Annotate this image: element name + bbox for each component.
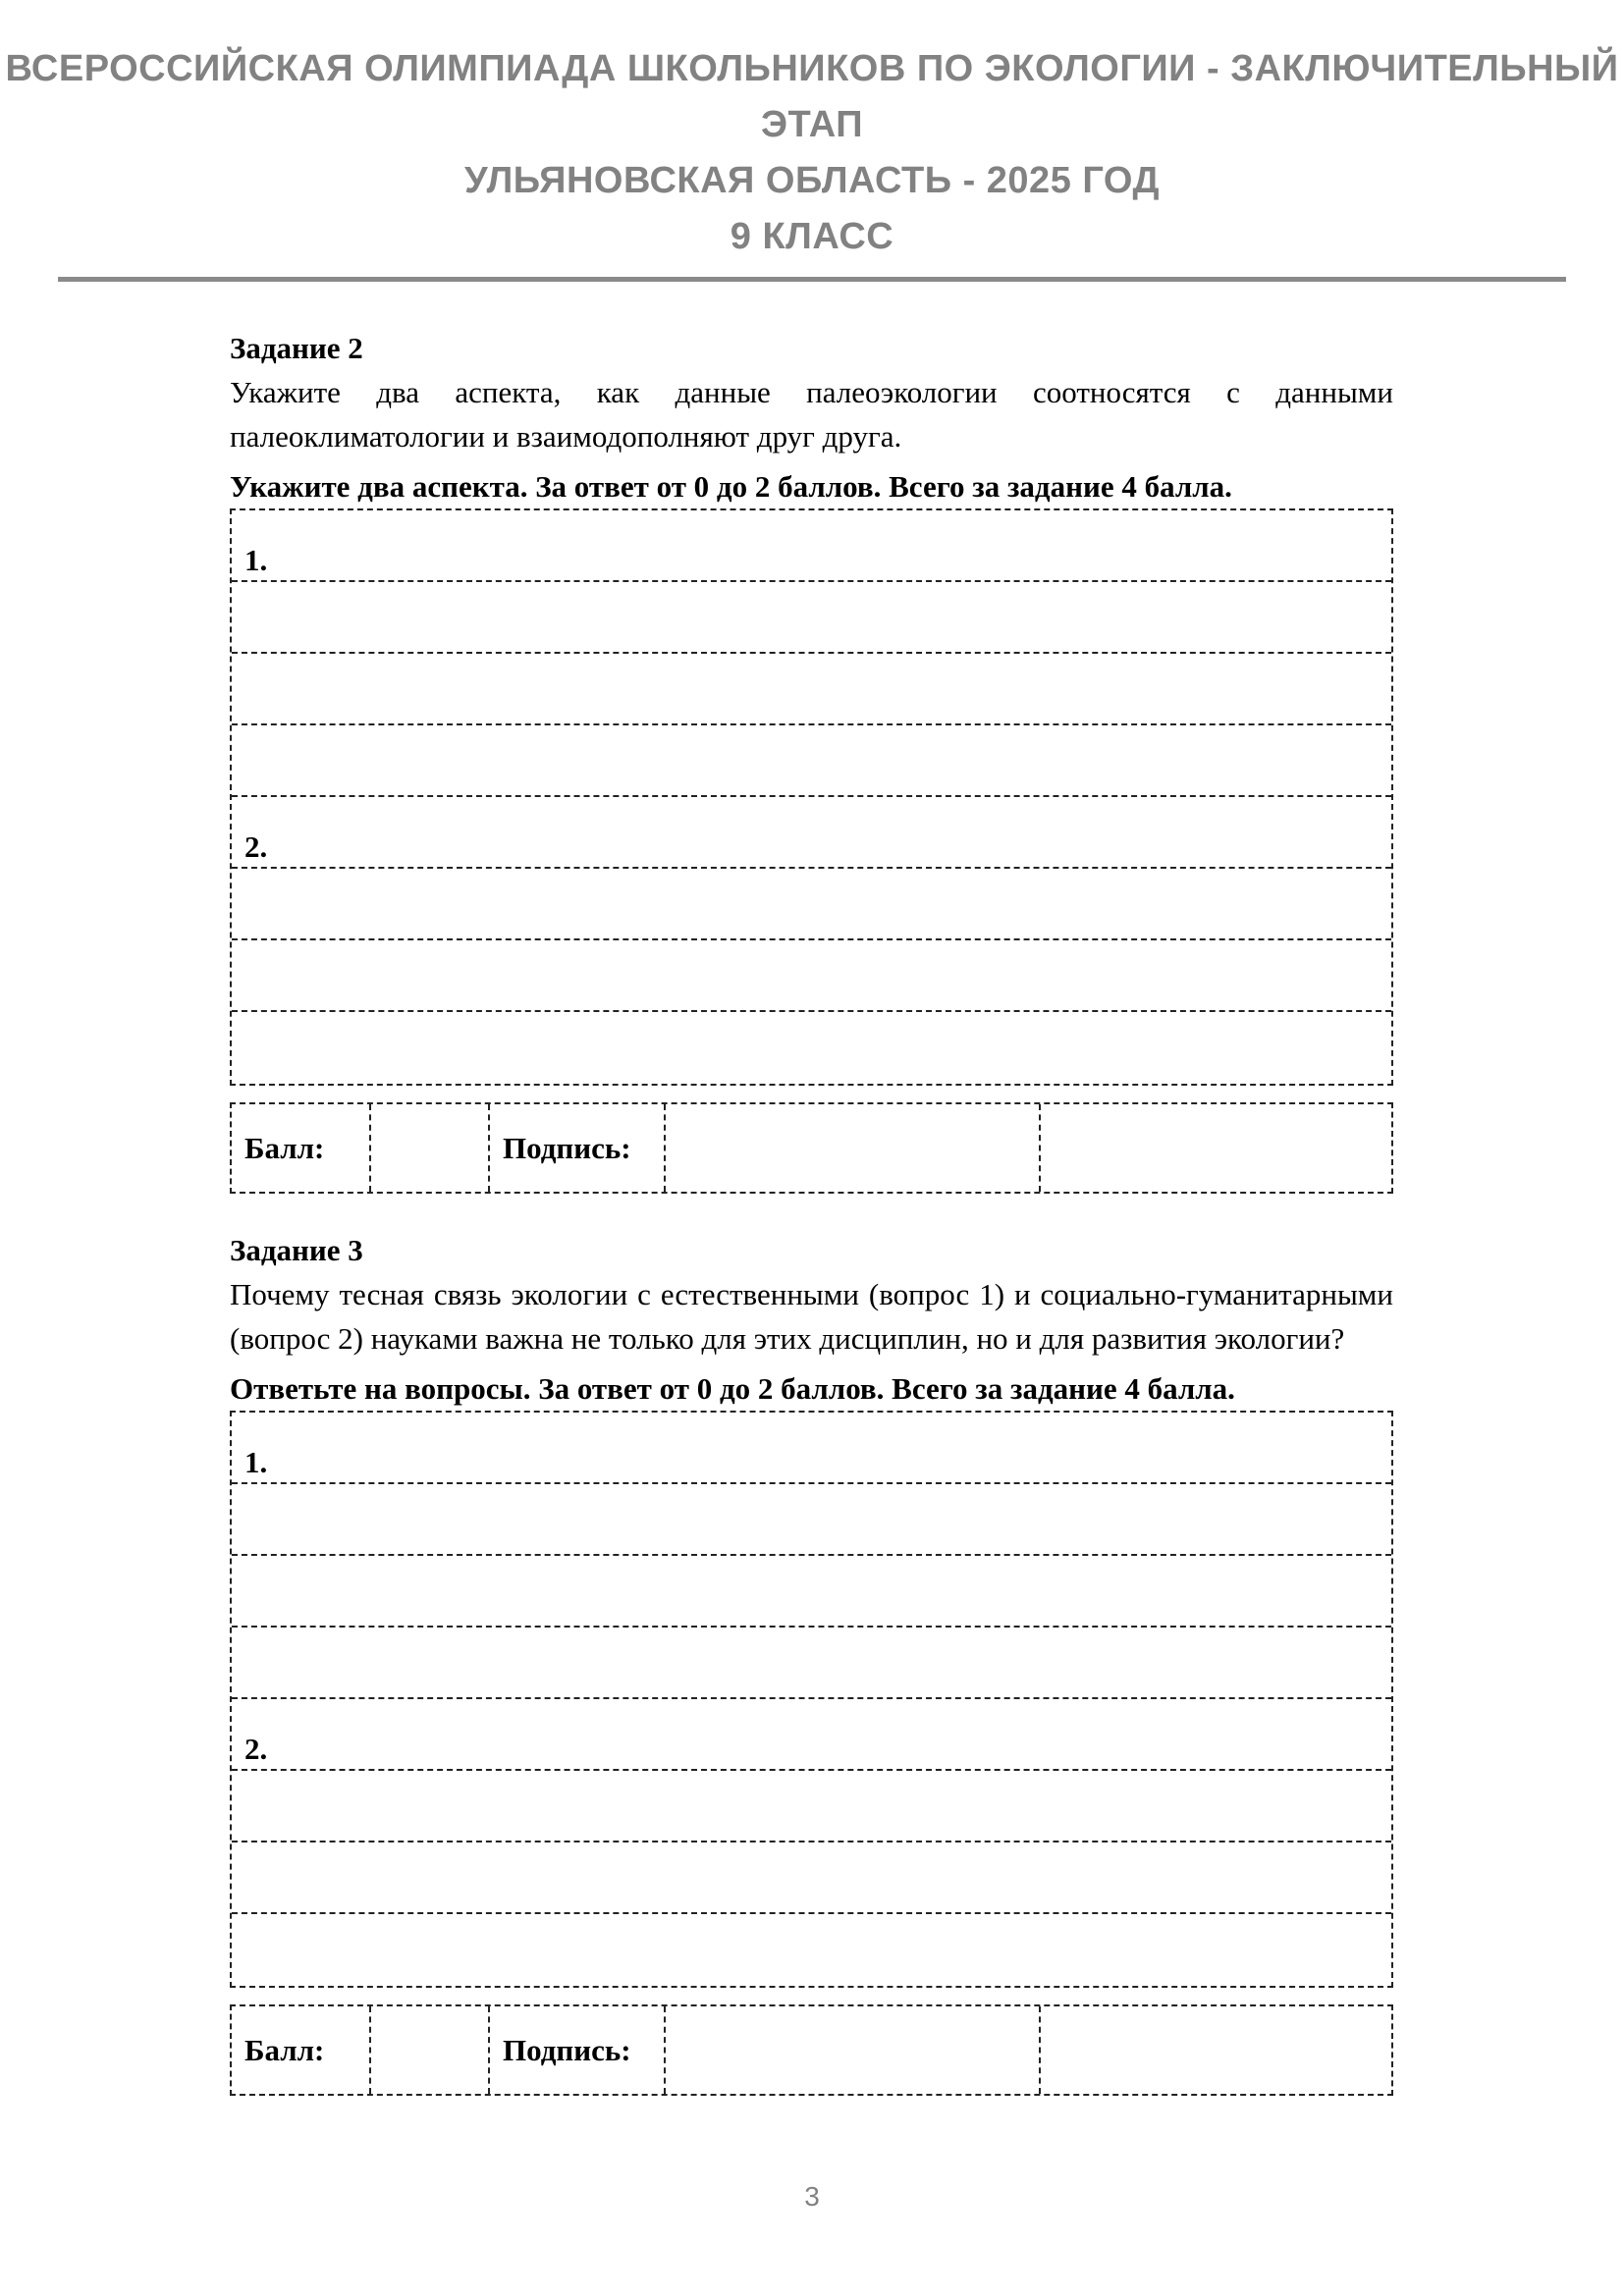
page-content xyxy=(230,327,1393,2096)
answer-row-labeled[interactable] xyxy=(232,797,1391,869)
answer-box xyxy=(230,508,1393,1086)
answer-row-labeled[interactable] xyxy=(232,1413,1391,1484)
answer-row[interactable] xyxy=(232,940,1391,1012)
answer-row-labeled[interactable] xyxy=(232,1699,1391,1771)
header-title-line2: УЛЬЯНОВСКАЯ ОБЛАСТЬ - 2025 ГОД xyxy=(463,160,1161,201)
extra-cell[interactable] xyxy=(1041,2006,1391,2094)
score-value-cell[interactable] xyxy=(371,2006,490,2094)
score-table xyxy=(230,1102,1393,1194)
page-number: 3 xyxy=(804,2181,820,2212)
score-label-cell: Балл: xyxy=(232,1104,371,1192)
answer-row[interactable] xyxy=(232,869,1391,940)
answer-row[interactable] xyxy=(232,1484,1391,1556)
header-divider xyxy=(58,277,1566,282)
answer-number-label: 1. xyxy=(244,1445,268,1479)
answer-number-label: 2. xyxy=(244,829,268,864)
answer-number-label: 1. xyxy=(244,543,268,577)
task-2-section xyxy=(230,327,1393,1194)
answer-row[interactable] xyxy=(232,654,1391,725)
answer-row[interactable] xyxy=(232,1012,1391,1084)
signature-cell[interactable] xyxy=(666,1104,1041,1192)
task-title: Задание 3 xyxy=(230,1233,363,1267)
answer-row[interactable] xyxy=(232,1556,1391,1628)
header-title-line3: 9 КЛАСС xyxy=(730,216,894,257)
answer-row[interactable] xyxy=(232,1842,1391,1914)
answer-row[interactable] xyxy=(232,1914,1391,1986)
extra-cell[interactable] xyxy=(1041,1104,1391,1192)
task-prompt: Почему тесная связь экологии с естественными (вопрос 1) и социально-гуманитарными (вопрос 2) науками важна не только для этих дисциплин, но и для развития экологии? xyxy=(230,1277,1393,1356)
score-label-cell: Балл: xyxy=(232,2006,371,2094)
answer-row[interactable] xyxy=(232,1771,1391,1842)
task-instruction: Укажите два аспекта. За ответ от 0 до 2 баллов. Всего за задание 4 балла. xyxy=(230,469,1232,504)
signature-label-cell: Подпись: xyxy=(490,1104,666,1192)
answer-number-label: 2. xyxy=(244,1732,268,1766)
signature-cell[interactable] xyxy=(666,2006,1041,2094)
answer-row[interactable] xyxy=(232,725,1391,797)
signature-label-cell: Подпись: xyxy=(490,2006,666,2094)
score-table xyxy=(230,2004,1393,2096)
task-3-section xyxy=(230,1229,1393,2096)
answer-row[interactable] xyxy=(232,1628,1391,1699)
header-title-line1: ВСЕРОССИЙСКАЯ ОЛИМПИАДА ШКОЛЬНИКОВ ПО ЭКОЛОГИИ - ЗАКЛЮЧИТЕЛЬНЫЙ ЭТАП xyxy=(5,48,1619,145)
answer-row-labeled[interactable] xyxy=(232,510,1391,582)
task-instruction: Ответьте на вопросы. За ответ от 0 до 2 баллов. Всего за задание 4 балла. xyxy=(230,1371,1235,1406)
answer-box xyxy=(230,1411,1393,1988)
task-prompt: Укажите два аспекта, как данные палеоэкологии соотносятся с данными палеоклиматологии и взаимодополняют друг друга. xyxy=(230,375,1393,454)
score-value-cell[interactable] xyxy=(371,1104,490,1192)
task-title: Задание 2 xyxy=(230,331,363,365)
answer-row[interactable] xyxy=(232,582,1391,654)
page-header xyxy=(0,0,1624,265)
